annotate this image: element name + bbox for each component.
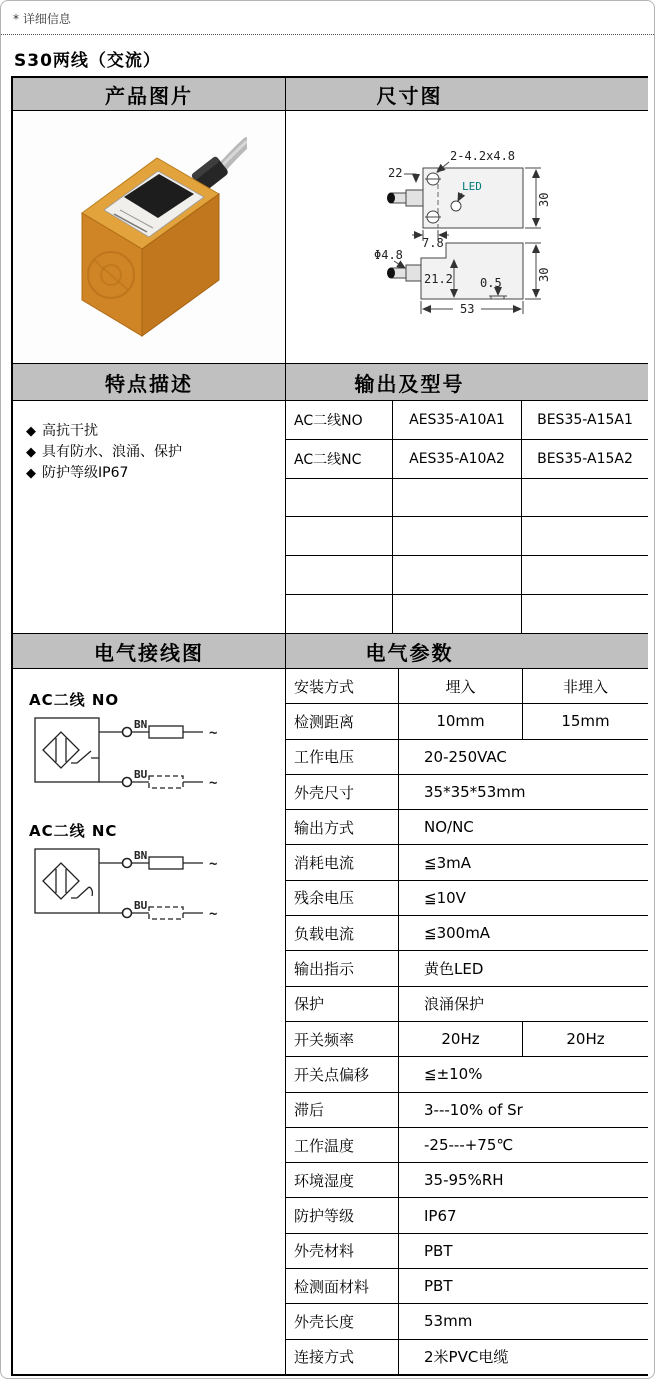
diamond-bullet-icon: ◆ bbox=[26, 424, 36, 439]
param-value: 35*35*53mm bbox=[424, 783, 526, 802]
empty-cell bbox=[522, 517, 648, 555]
param-label: 工作温度 bbox=[286, 1128, 399, 1162]
param-row bbox=[286, 1163, 648, 1198]
dim-tab-label: 7.8 bbox=[422, 235, 444, 250]
param-row bbox=[286, 1304, 648, 1339]
terminal-bu bbox=[123, 909, 132, 918]
param-value: 10mm bbox=[399, 704, 523, 738]
feature-text: 防护等级IP67 bbox=[42, 465, 129, 481]
param-label: 负载电流 bbox=[286, 916, 399, 950]
features-list bbox=[26, 421, 277, 484]
param-value: 20Hz bbox=[566, 1030, 605, 1049]
terminal-bu bbox=[123, 778, 132, 787]
wiring-diagram-nc bbox=[27, 843, 267, 939]
terminal-bn bbox=[123, 728, 132, 737]
param-row bbox=[286, 810, 648, 845]
empty-cell bbox=[522, 479, 648, 517]
diamond-bullet-icon: ◆ bbox=[26, 466, 36, 481]
dim-holes-label: 2-4.2x4.8 bbox=[450, 148, 516, 163]
param-row bbox=[286, 1198, 648, 1233]
optional-load-icon bbox=[149, 776, 183, 788]
param-value: 2米PVC电缆 bbox=[424, 1348, 509, 1367]
param-row bbox=[286, 1269, 648, 1304]
param-row bbox=[286, 1022, 648, 1057]
output-model-empty-row bbox=[286, 595, 648, 633]
output-model-table bbox=[286, 401, 648, 633]
param-label: 连接方式 bbox=[286, 1340, 399, 1374]
params-header: 电气参数 bbox=[286, 634, 648, 669]
feature-item bbox=[26, 421, 277, 442]
dimension-header: 尺寸图 bbox=[286, 78, 648, 111]
dim-pitch-label: 22 bbox=[388, 165, 403, 180]
bu-wire-label: BU bbox=[134, 899, 148, 912]
param-row bbox=[286, 1234, 648, 1269]
param-row bbox=[286, 916, 648, 951]
product-image-header: 产品图片 bbox=[13, 78, 286, 111]
model-b: BES35-A15A1 bbox=[537, 411, 633, 428]
params-table bbox=[286, 669, 648, 1374]
param-label: 开关点偏移 bbox=[286, 1057, 399, 1091]
param-row bbox=[286, 1128, 648, 1163]
feature-item bbox=[26, 442, 277, 463]
empty-cell bbox=[393, 556, 522, 594]
no-switch-icon bbox=[71, 751, 99, 763]
ac-symbol: ~ bbox=[209, 856, 218, 872]
param-row bbox=[286, 881, 648, 916]
param-value: ≦±10% bbox=[424, 1065, 483, 1084]
param-row bbox=[286, 775, 648, 810]
param-label: 输出方式 bbox=[286, 810, 399, 844]
param-value: PBT bbox=[424, 1277, 453, 1296]
page-title: S30两线（交流） bbox=[14, 51, 161, 71]
feature-text: 具有防水、浪涌、保护 bbox=[42, 444, 182, 460]
output-type: AC二线NC bbox=[286, 440, 393, 478]
bu-wire-label: BU bbox=[134, 768, 148, 781]
param-row bbox=[286, 669, 648, 704]
nc-switch-icon bbox=[71, 887, 92, 898]
param-label: 输出指示 bbox=[286, 951, 399, 985]
param-row bbox=[286, 1057, 648, 1092]
param-value: 浪涌保护 bbox=[424, 995, 485, 1014]
dim-height-bottom-label: 30 bbox=[537, 267, 551, 282]
param-value: PBT bbox=[424, 1241, 453, 1260]
info-bar-label: * 详细信息 bbox=[1, 1, 654, 35]
param-row bbox=[286, 740, 648, 775]
param-label: 检测距离 bbox=[286, 704, 399, 738]
terminal-bn bbox=[123, 859, 132, 868]
params-cell bbox=[286, 669, 648, 1374]
empty-cell bbox=[393, 479, 522, 517]
empty-cell bbox=[393, 595, 522, 633]
ac-symbol: ~ bbox=[209, 775, 218, 791]
dim-cable-label: Φ4.8 bbox=[374, 247, 403, 262]
empty-cell bbox=[522, 556, 648, 594]
features-header: 特点描述 bbox=[13, 364, 286, 401]
feature-item bbox=[26, 463, 277, 484]
param-value: NO/NC bbox=[424, 818, 474, 837]
inductive-sensor-icon bbox=[43, 863, 79, 899]
param-row bbox=[286, 1093, 648, 1128]
output-model-empty-row bbox=[286, 479, 648, 518]
features-cell bbox=[13, 401, 286, 634]
dim-height-top-label: 30 bbox=[537, 192, 551, 207]
wiring-nc-title: AC二线 NC bbox=[29, 822, 118, 840]
ac-symbol: ~ bbox=[209, 725, 218, 741]
wiring-diagram-no bbox=[27, 712, 267, 808]
param-row bbox=[286, 987, 648, 1022]
param-value: 53mm bbox=[424, 1312, 473, 1331]
param-label: 防护等级 bbox=[286, 1198, 399, 1232]
param-value: IP67 bbox=[424, 1206, 457, 1225]
dim-step-label: 0.5 bbox=[480, 275, 502, 290]
sensor-box bbox=[35, 718, 99, 782]
empty-cell bbox=[286, 517, 393, 555]
product-photo-cell bbox=[13, 111, 286, 364]
param-value: 非埋入 bbox=[562, 677, 608, 696]
spec-table bbox=[11, 76, 648, 1376]
param-row bbox=[286, 704, 648, 739]
wiring-no-title: AC二线 NO bbox=[29, 691, 120, 709]
empty-cell bbox=[286, 479, 393, 517]
param-label: 残余电压 bbox=[286, 881, 399, 915]
param-value: 35-95%RH bbox=[424, 1171, 504, 1190]
dimension-drawing bbox=[286, 111, 648, 364]
param-row bbox=[286, 1340, 648, 1374]
param-label: 工作电压 bbox=[286, 740, 399, 774]
param-value: 20Hz bbox=[399, 1022, 523, 1056]
product-photo bbox=[52, 118, 247, 356]
empty-cell bbox=[393, 517, 522, 555]
output-header: 输出及型号 bbox=[286, 364, 648, 401]
output-type: AC二线NO bbox=[286, 401, 393, 439]
diamond-bullet-icon: ◆ bbox=[26, 445, 36, 460]
param-label: 外壳尺寸 bbox=[286, 775, 399, 809]
model-b: BES35-A15A2 bbox=[537, 450, 633, 467]
output-models-cell bbox=[286, 401, 648, 634]
wiring-diagram-cell bbox=[13, 669, 286, 1374]
param-value: ≦3mA bbox=[424, 853, 471, 872]
led-label: LED bbox=[462, 179, 482, 193]
output-model-empty-row bbox=[286, 556, 648, 595]
load-resistor-icon bbox=[149, 857, 183, 869]
dimension-drawing-cell bbox=[286, 111, 648, 364]
param-value: 黄色LED bbox=[424, 960, 484, 979]
output-model-row bbox=[286, 401, 648, 440]
load-resistor-icon bbox=[149, 726, 183, 738]
output-model-empty-row bbox=[286, 517, 648, 556]
param-label: 检测面材料 bbox=[286, 1269, 399, 1303]
param-value: 20-250VAC bbox=[424, 747, 507, 766]
dim-length-label: 53 bbox=[460, 301, 475, 316]
param-value: ≦300mA bbox=[424, 924, 491, 943]
output-model-row bbox=[286, 440, 648, 479]
empty-cell bbox=[286, 595, 393, 633]
feature-text: 高抗干扰 bbox=[42, 423, 98, 439]
param-value: -25---+75℃ bbox=[424, 1136, 514, 1154]
param-label: 滞后 bbox=[286, 1093, 399, 1127]
param-label: 开关频率 bbox=[286, 1022, 399, 1056]
param-row bbox=[286, 951, 648, 986]
sensor-box bbox=[35, 849, 99, 913]
param-label: 消耗电流 bbox=[286, 845, 399, 879]
param-value: 埋入 bbox=[399, 669, 523, 703]
param-value: 15mm bbox=[561, 712, 610, 731]
ac-symbol: ~ bbox=[209, 906, 218, 922]
param-label: 安装方式 bbox=[286, 669, 399, 703]
optional-load-icon bbox=[149, 907, 183, 919]
param-label: 环境湿度 bbox=[286, 1163, 399, 1197]
bn-wire-label: BN bbox=[134, 718, 148, 731]
bn-wire-label: BN bbox=[134, 849, 148, 862]
empty-cell bbox=[286, 556, 393, 594]
param-row bbox=[286, 845, 648, 880]
param-value: ≦10V bbox=[424, 888, 466, 907]
wiring-header: 电气接线图 bbox=[13, 634, 286, 669]
param-label: 保护 bbox=[286, 987, 399, 1021]
param-label: 外壳材料 bbox=[286, 1234, 399, 1268]
dim-depth-label: 21.2 bbox=[424, 271, 453, 286]
empty-cell bbox=[522, 595, 648, 633]
model-a: AES35-A10A1 bbox=[393, 401, 522, 439]
param-label: 外壳长度 bbox=[286, 1304, 399, 1338]
model-a: AES35-A10A2 bbox=[393, 440, 522, 478]
param-value: 3---10% of Sr bbox=[424, 1100, 523, 1119]
